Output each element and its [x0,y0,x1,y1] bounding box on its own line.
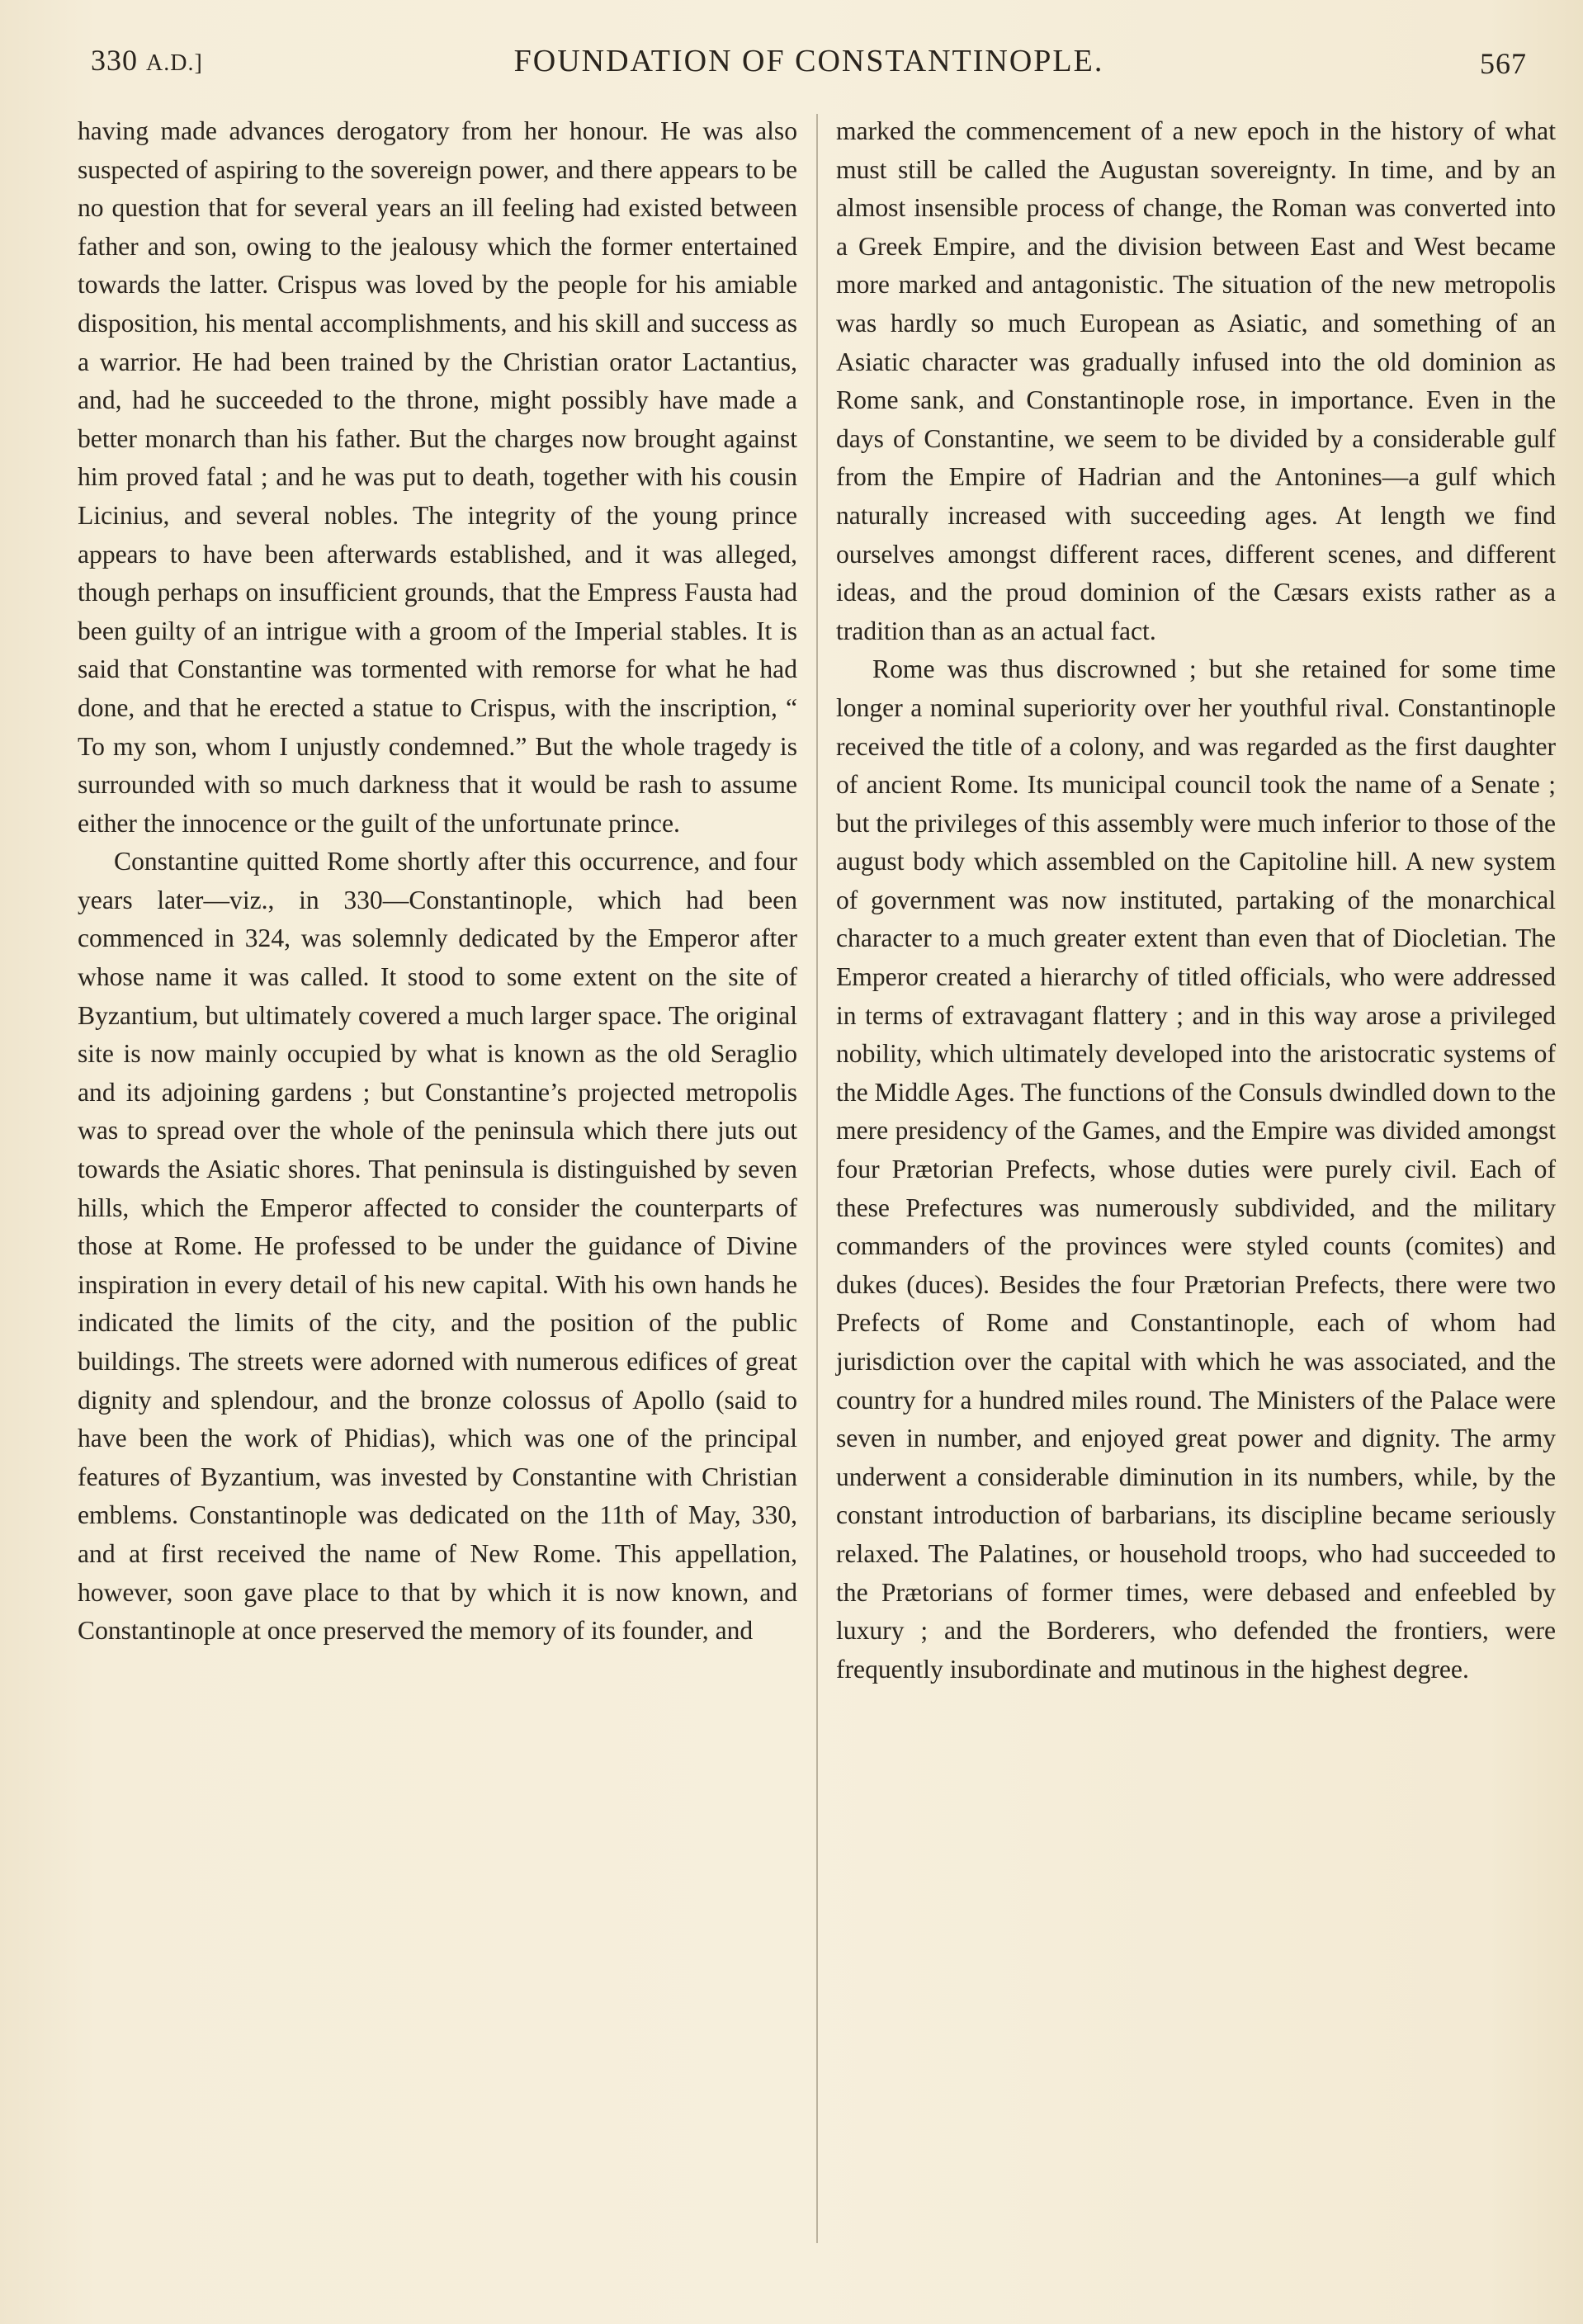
left-paragraph-2: Constantine quitted Rome shortly after this occurrence, and four years later—viz., in 330—Constantinople, which had been commenced in 324, was solemnly dedicated by the Emperor after whose name it was called. It stood to some extent on the site of Byzantium, but ultimately covered a much larger space. The original site is now mainly occupied by what is known as the old Seraglio and its adjoining gardens ; but Constantine’s projected metropolis was to spread over the whole of the peninsula which there juts out towards the Asiatic shores. That peninsula is distinguished by seven hills, which the Emperor affected to consider the counterparts of those at Rome. He professed to be under the guidance of Divine inspiration in every detail of his new capital. With his own hands he indicated the limits of the city, and the position of the public buildings. The streets were adorned with numerous edifices of great dignity and splendour, and the bronze colossus of Apollo (said to have been the work of Phidias), which was one of the principal features of Byzantium, was invested by Constantine with Christian emblems. Constantinople was dedicated on the 11th of May, 330, and at first received the name of New Rome. This appellation, however, soon gave place to that by which it is now known, and Constantinople at once preserved the memory of its founder, and [78,847,797,1646]
left-paragraph-1: having made advances derogatory from her honour. He was also suspected of aspiring to the sovereign power, and there appears to be no question that for several years an ill feeling had existed between father and son, owing to the jealousy which the former entertained towards the latter. Crispus was loved by the people for his amiable disposition, his mental accomplishments, and his skill and success as a warrior. He had been trained by the Christian orator Lactantius, and, had he succeeded to the throne, might possibly have made a better monarch than his father. But the charges now brought against him proved fatal ; and he was put to death, together with his cousin Licinius, and several nobles. The integrity of the young prince appears to have been afterwards established, and it was alleged, though perhaps on insufficient grounds, that the Empress Fausta had been guilty of an intrigue with a groom of the Imperial stables. It is said that Constantine was tormented with remorse for what he had done, and that he erected a statue to Crispus, with the inscription, “ To my son, whom I unjustly condemned.” But the whole tragedy is surrounded with so much darkness that it would be rash to assume either the innocence or the guilt of the unfortunate prince. [78,116,797,838]
left-column [78,112,797,1651]
running-header [91,43,1527,92]
header-era: A.D.] [146,50,203,76]
right-paragraph-1: marked the commencement of a new epoch in the history of what must still be called the Augustan sovereignty. In time, and by an almost insensible process of change, the Roman was converted into a Greek Empire, and the division between East and West became more marked and antagonistic. The situation of the new metropolis was hardly so much European as Asiatic, and something of an Asiatic character was gradually infused into the old dominion as Rome sank, and Constantinople rose, in importance. Even in the days of Constantine, we seem to be divided by a considerable gulf from the Empire of Hadrian and the Antonines—a gulf which naturally increased with succeeding ages. At length we find ourselves amongst different races, different scenes, and different ideas, and the proud dominion of the Cæsars exists rather as a tradition than as an actual fact. [836,116,1556,645]
header-title: FOUNDATION OF CONSTANTINOPLE. [513,44,1104,78]
column-divider [816,114,818,2243]
page-number: 567 [1480,47,1527,80]
right-column [836,112,1556,1689]
header-year: 330 [91,44,138,77]
right-paragraph-2: Rome was thus discrowned ; but she retained for some time longer a nominal superiority over her youthful rival. Constantinople received the title of a colony, and was regarded as the first daughter of ancient Rome. Its municipal council took the name of a Senate ; but the privileges of this assembly were much inferior to those of the august body which assembled on the Capitoline hill. A new system of government was now instituted, partaking of the monarchical character to a much greater extent than even that of Diocletian. The Emperor created a hierarchy of titled officials, who were addressed in terms of extravagant flattery ; and in this way arose a privileged nobility, which ultimately developed into the aristocratic systems of the Middle Ages. The functions of the Consuls dwindled down to the mere presidency of the Games, and the Empire was divided amongst four Prætorian Prefects, whose duties were purely civil. Each of these Prefectures was numerously subdivided, and the military commanders of the provinces were styled counts (comites) and dukes (duces). Besides the four Prætorian Prefects, there were two Prefects of Rome and Constantinople, each of whom had jurisdiction over the capital with which he was associated, and the country for a hundred miles round. The Ministers of the Palace were seven in number, and enjoyed great power and dignity. The army underwent a considerable diminution in its numbers, while, by the constant introduction of barbarians, its discipline became seriously relaxed. The Palatines, or household troops, who had succeeded to the Prætorians of former times, were debased and enfeebled by luxury ; and the Borderers, who defended the frontiers, were frequently insubordinate and mutinous in the highest degree. [836,654,1556,1684]
